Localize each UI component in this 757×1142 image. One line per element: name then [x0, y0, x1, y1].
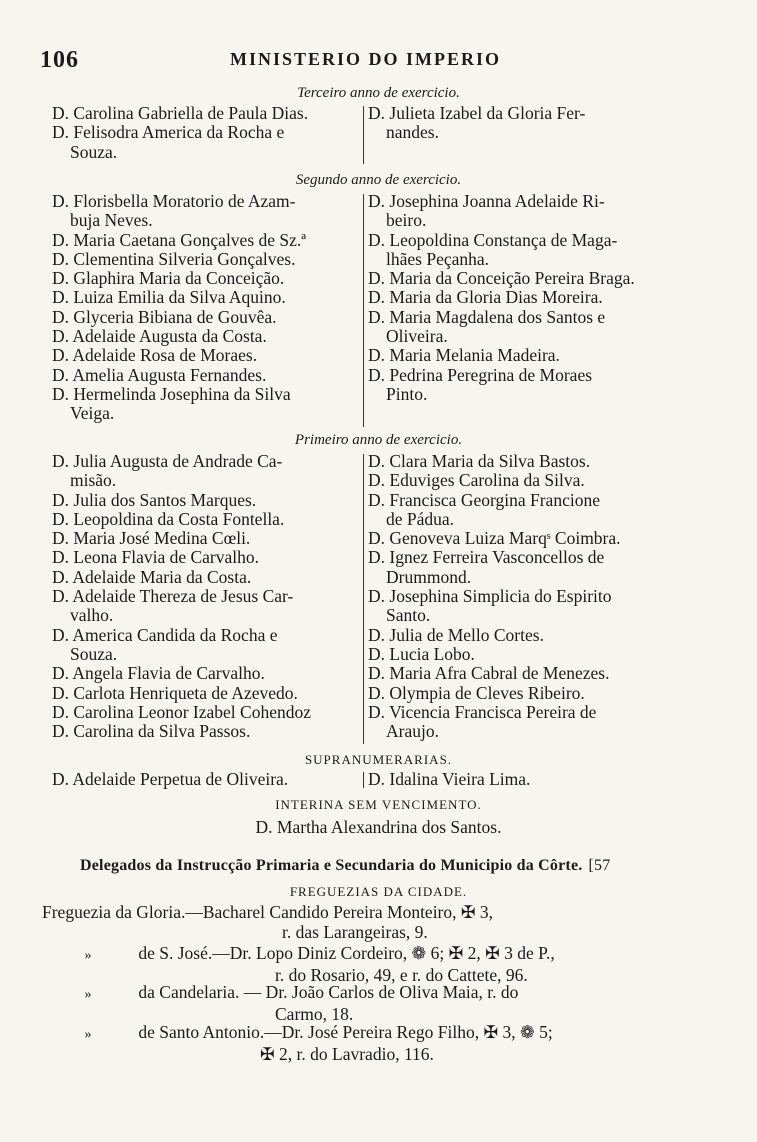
list-item: D. Julieta Izabel da Gloria Fer-: [368, 104, 586, 123]
list-item: D. Carolina Gabriella de Paula Dias.: [52, 104, 309, 123]
list-item: D. Adelaide Thereza de Jesus Car-: [52, 587, 294, 607]
parish-line-cont: Carmo, 18.: [275, 1003, 354, 1024]
parish-entry: [42, 1023, 702, 1064]
delegados-page-ref: [57: [588, 857, 611, 874]
parish-line: da Gloria.—Bacharel Candido Pereira Monteiro, ✠ 3,: [115, 902, 494, 922]
list-item: D. Florisbella Moratorio de Azam-: [52, 192, 296, 211]
list-item: buja Neves.: [70, 211, 153, 231]
list-item: D. Glyceria Bibiana de Gouvêa.: [52, 307, 277, 327]
terceiro-right-column: [368, 104, 692, 143]
list-item: D. Maria José Medina Cœli.: [52, 529, 251, 549]
list-item: D. Adelaide Maria da Costa.: [52, 567, 252, 587]
list-item: nandes.: [386, 123, 439, 143]
page-number: 106: [40, 47, 79, 73]
terceiro-left-column: [52, 104, 366, 162]
column-divider: [363, 772, 364, 788]
list-item: D. Maria Magdalena dos Santos e: [368, 307, 606, 327]
list-item: D. Julia de Mello Cortes.: [368, 625, 544, 645]
list-item: D. Eduviges Carolina da Silva.: [368, 471, 585, 491]
primeiro-right-column: [368, 452, 692, 741]
primeiro-columns: [52, 452, 692, 744]
parish-line: da Candelaria. — Dr. João Carlos de Oliva Maia, r. do: [138, 982, 519, 1002]
list-item: beiro.: [386, 211, 427, 231]
list-item: Oliveira.: [386, 327, 448, 347]
list-item: Souza.: [70, 142, 118, 162]
parish-entry: [42, 903, 702, 942]
list-item: D. Carolina Leonor Izabel Cohendoz: [52, 702, 312, 722]
parish-line: de Santo Antonio.—Dr. José Pereira Rego Filho, ✠ 3, ❁ 5;: [138, 1022, 553, 1042]
segundo-right-column: [368, 192, 692, 404]
parish-prefix: Freguezia: [42, 902, 111, 922]
page-header: [40, 47, 720, 75]
ditto-mark: »: [84, 1027, 92, 1042]
list-item: D. Clara Maria da Silva Bastos.: [368, 452, 591, 471]
list-item: D. Leopoldina da Costa Fontella.: [52, 509, 285, 529]
list-item: D. Amelia Augusta Fernandes.: [52, 365, 267, 385]
list-item: Souza.: [70, 644, 118, 664]
list-item: D. Adelaide Rosa de Moraes.: [52, 346, 258, 366]
parish-line-cont: ✠ 2, r. do Lavradio, 116.: [260, 1043, 434, 1064]
list-item: D. Julia dos Santos Marques.: [52, 490, 257, 510]
section-heading-supranumerarias: SUPRANUMERARIAS.: [304, 752, 453, 767]
list-item: D. Genoveva Luiza Marqˢ Coimbra.: [368, 529, 621, 549]
list-item: D. Pedrina Peregrina de Moraes: [368, 365, 593, 385]
list-item: D. Leopoldina Constança de Maga-: [368, 230, 618, 250]
list-item: D. Leona Flavia de Carvalho.: [52, 548, 260, 568]
list-item: D. Clementina Silveria Gonçalves.: [52, 249, 296, 269]
list-item: Santo.: [386, 606, 431, 626]
delegados-title: [80, 857, 610, 875]
list-item: D. Maria da Gloria Dias Moreira.: [368, 288, 603, 308]
list-item: Araujo.: [386, 722, 439, 742]
list-item: D. Ignez Ferreira Vasconcellos de: [368, 548, 605, 568]
list-item: D. Maria da Conceição Pereira Braga.: [368, 269, 635, 289]
section-heading-segundo: Segundo anno de exercicio.: [295, 172, 462, 188]
segundo-left-column: [52, 192, 366, 424]
list-item: D. Vicencia Francisca Pereira de: [368, 702, 597, 722]
terceiro-columns: [52, 104, 692, 164]
primeiro-left-column: [52, 452, 366, 741]
list-item: D. Maria Melania Madeira.: [368, 346, 560, 366]
parish-line-cont: r. do Rosario, 49, e r. do Cattete, 96.: [275, 964, 528, 985]
list-item: D. Francisca Georgina Francione: [368, 490, 600, 510]
section-heading-terceiro: Terceiro anno de exercicio.: [297, 85, 460, 101]
supranumerarias-left: D. Adelaide Perpetua de Oliveira.: [52, 769, 289, 789]
section-heading-primeiro: Primeiro anno de exercicio.: [294, 432, 463, 448]
list-item: D. Carolina da Silva Passos.: [52, 722, 251, 742]
list-item: misão.: [70, 471, 117, 491]
list-item: D. Glaphira Maria da Conceição.: [52, 269, 285, 289]
list-item: D. America Candida da Rocha e: [52, 625, 278, 645]
delegados-title-text: Delegados da Instrucção Primaria e Secundaria do Municipio da Côrte.: [80, 857, 583, 874]
parish-entry: [42, 983, 702, 1024]
list-item: Drummond.: [386, 567, 472, 587]
list-item: D. Maria Afra Cabral de Menezes.: [368, 664, 610, 684]
list-item: D. Julia Augusta de Andrade Ca-: [52, 452, 283, 471]
list-item: D. Angela Flavia de Carvalho.: [52, 664, 265, 684]
list-item: D. Luiza Emilia da Silva Aquino.: [52, 288, 286, 308]
section-heading-interina: INTERINA SEM VENCIMENTO.: [275, 797, 482, 812]
segundo-columns: [52, 192, 692, 427]
list-item: Pinto.: [386, 384, 428, 404]
list-item: valho.: [70, 606, 114, 626]
list-item: D. Lucia Lobo.: [368, 644, 475, 664]
list-item: D. Olympia de Cleves Ribeiro.: [368, 683, 585, 703]
list-item: Veiga.: [70, 404, 115, 424]
list-item: D. Carlota Henriqueta de Azevedo.: [52, 683, 298, 703]
parish-entry: [42, 944, 702, 985]
list-item: D. Maria Caetana Gonçalves de Sz.ª: [52, 230, 307, 250]
list-item: D. Josephina Simplicia do Espirito: [368, 587, 612, 607]
parish-line: de S. José.—Dr. Lopo Diniz Cordeiro, ❁ 6; ✠ 2, ✠ 3 de P.,: [138, 943, 555, 963]
list-item: D. Felisodra America da Rocha e: [52, 123, 285, 143]
list-item: D. Hermelinda Josephina da Silva: [52, 384, 291, 404]
supranumerarias-right: D. Idalina Vieira Lima.: [368, 769, 531, 789]
list-item: D. Josephina Joanna Adelaide Ri-: [368, 192, 605, 211]
freguezias-heading: FREGUEZIAS DA CIDADE.: [289, 884, 468, 899]
parish-line-cont: r. das Larangeiras, 9.: [282, 921, 428, 942]
ditto-mark: »: [84, 948, 92, 963]
list-item: de Pádua.: [386, 509, 455, 529]
list-item: lhães Peçanha.: [386, 249, 490, 269]
running-title: MINISTERIO DO IMPERIO: [230, 49, 502, 69]
interina-name: D. Martha Alexandrina dos Santos.: [255, 817, 502, 837]
ditto-mark: »: [84, 987, 92, 1002]
supranumerarias-row: [52, 769, 692, 791]
list-item: D. Adelaide Augusta da Costa.: [52, 327, 267, 347]
